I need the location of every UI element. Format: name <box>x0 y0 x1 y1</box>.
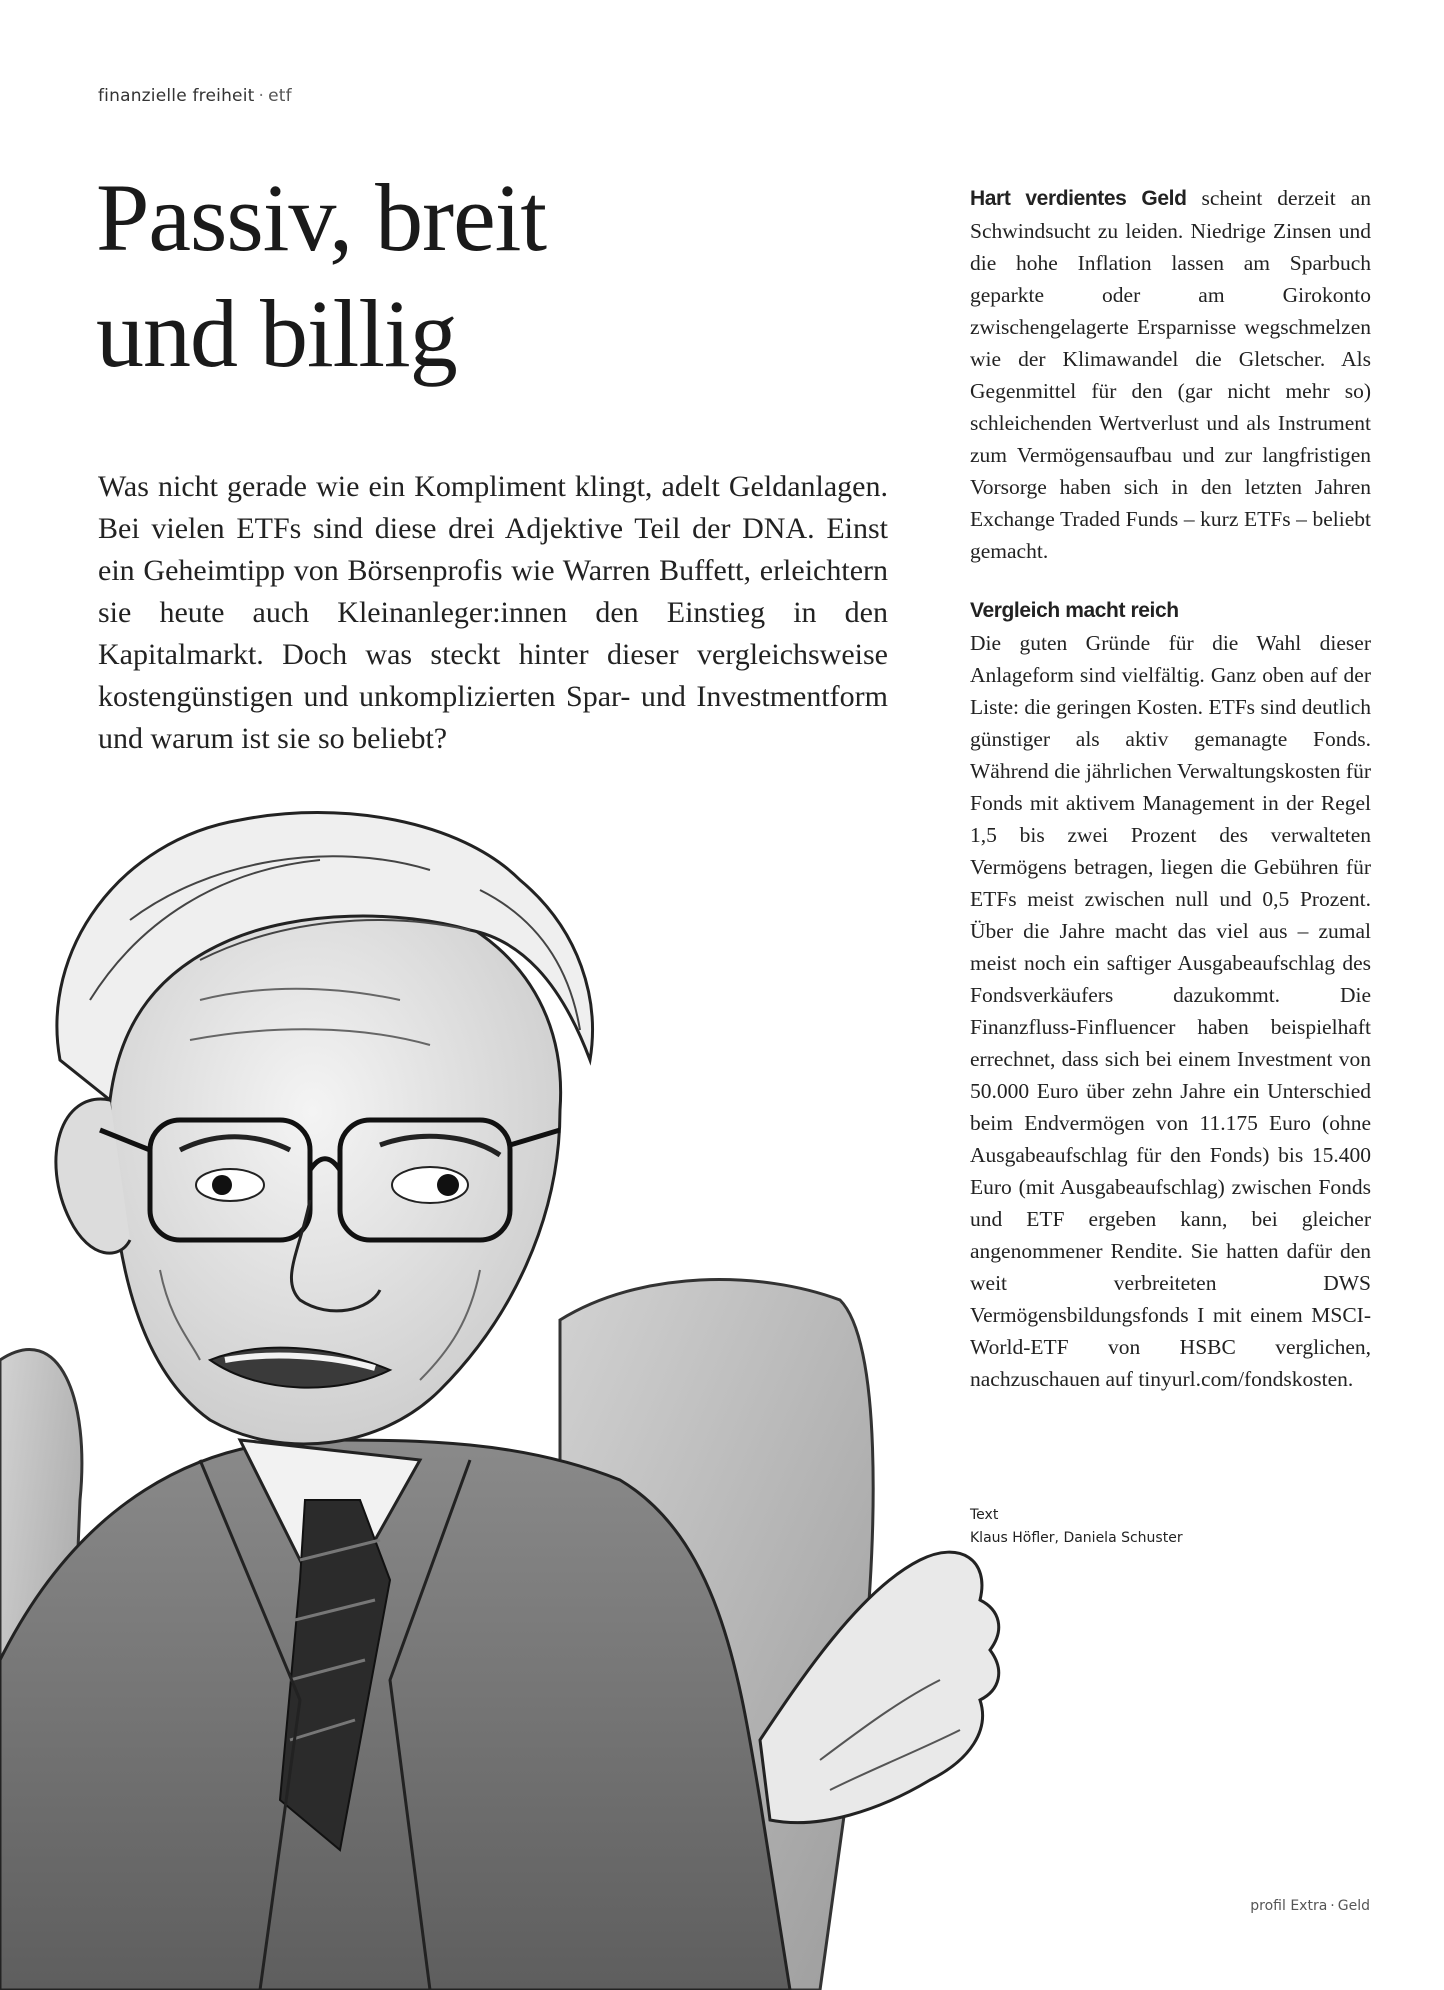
caricature-illustration <box>0 800 1010 1990</box>
body-paragraph-1-text: scheint derzeit an Schwindsucht zu leiden. Niedrige Zinsen und die hohe Inflation lassen am Sparbuch geparkte oder am Girokonto zwischengelagerte Ersparnisse wegschmelzen wie der Klimawandel die Gletscher. Als Gegenmittel für den (gar nicht mehr so) schleichenden Wertverlust und als Instrument zum Vermögensaufbau und zur langfristigen Vorsorge haben sich in den letzten Jahren Exchange Traded Funds – kurz ETFs – beliebt gemacht. <box>970 186 1371 563</box>
body-lead-in: Hart verdientes Geld <box>970 187 1187 210</box>
credit-label: Text <box>970 1507 999 1523</box>
headline-line-2: und billig <box>96 280 457 387</box>
page-footer <box>1250 1898 1370 1914</box>
kicker-topic: etf <box>268 86 292 106</box>
footer-separator: · <box>1330 1898 1335 1914</box>
intro-paragraph: Was nicht gerade wie ein Kompliment klingt, adelt Geldanlagen. Bei vielen ETFs sind diese drei Adjektive Teil der DNA. Einst ein Geheimtipp von Börsenprofis wie Warren Buffett, erleichtern sie heute auch Kleinanleger:innen den Einstieg in den Kapitalmarkt. Doch was steckt hinter dieser vergleichsweise kostengünstigen und unkomplizierten Spar- und Investmentform und warum ist sie so beliebt? <box>98 470 888 755</box>
kicker-section: finanzielle freiheit <box>98 86 255 106</box>
footer-publication: profil Extra <box>1250 1898 1328 1914</box>
footer-section: Geld <box>1337 1898 1370 1914</box>
headline <box>96 160 716 392</box>
kicker-separator: · <box>258 86 265 106</box>
section-kicker <box>98 86 292 106</box>
subheading: Vergleich macht reich <box>970 599 1179 622</box>
body-column <box>970 182 1371 1395</box>
headline-line-1: Passiv, breit <box>96 164 547 271</box>
body-paragraph-2: Die guten Gründe für die Wahl dieser Anlageform sind vielfältig. Ganz oben auf der Liste: die geringen Kosten. ETFs sind deutlich günstiger als aktiv gemanagte Fonds. Während die jährlichen Verwaltungskosten für Fonds mit aktivem Management in der Regel 1,5 bis zwei Prozent des verwalteten Vermögens betragen, liegen die Gebühren für ETFs meist zwischen null und 0,5 Prozent. Über die Jahre macht das viel aus – zumal meist noch ein saftiger Ausgabeaufschlag des Fondsverkäufers dazukommt. Die Finanzfluss-Finfluencer haben beispielhaft errechnet, dass sich bei einem Investment von 50.000 Euro über zehn Jahre ein Unterschied beim Endvermögen von 11.175 Euro (ohne Ausgabeaufschlag für den Fonds) bis 15.400 Euro (mit Ausgabeaufschlag) zwischen Fonds und ETF ergeben kann, bei gleicher angenommener Rendite. Sie hatten dafür den weit verbreiteten DWS Vermögensbildungsfonds I mit einem MSCI-World-ETF von HSBC verglichen, nachzuschauen auf tinyurl.com/fondskosten. <box>970 631 1371 1391</box>
body-paragraph-1 <box>970 182 1371 567</box>
credit-authors: Klaus Höfler, Daniela Schuster <box>970 1530 1183 1546</box>
